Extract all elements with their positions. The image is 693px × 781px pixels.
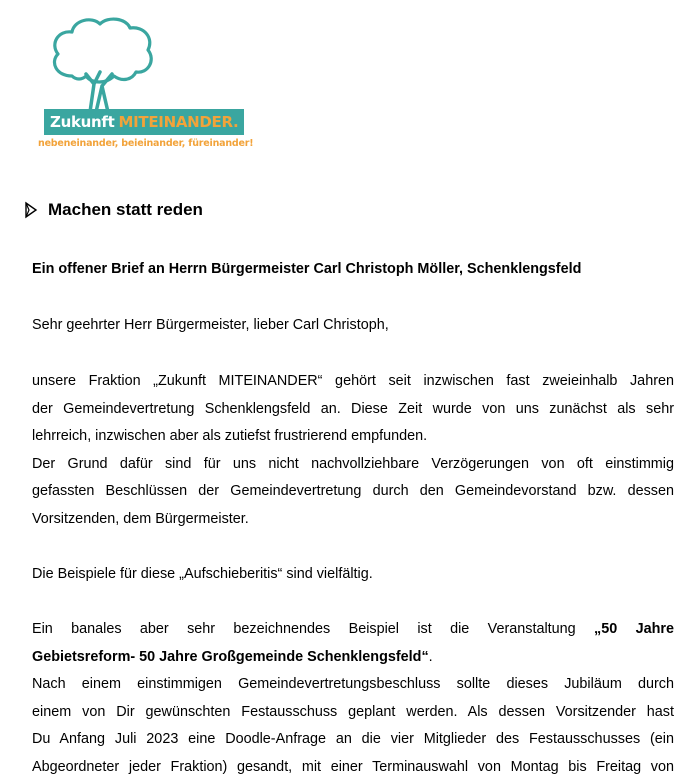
paragraph-line: Der Grund dafür sind für uns nicht nachvollziehbare Verzögerungen von oft einstimmig [32, 451, 674, 479]
logo [38, 14, 238, 154]
paragraph-3 [32, 616, 674, 781]
paragraph-1 [32, 368, 674, 533]
section-heading [24, 200, 203, 220]
paragraph-line: gefassten Beschlüssen der Gemeindevertretung durch den Gemeindevorstand bzw. dessen [32, 478, 674, 506]
paragraph-line: unsere Fraktion „Zukunft MITEINANDER“ gehört seit inzwischen fast zweieinhalb Jahren [32, 368, 674, 396]
logo-wordmark [44, 109, 244, 135]
logo-word-miteinander: MITEINANDER. [119, 113, 239, 131]
paragraph-text: . [429, 649, 433, 665]
paragraph-2: Die Beispiele für diese „Aufschieberitis“ sind vielfältig. [32, 561, 674, 589]
paragraph-line: Nach einem einstimmigen Gemeindevertretungsbeschluss sollte dieses Jubiläum durch [32, 671, 674, 699]
event-title-part1: „50 Jahre [594, 621, 674, 637]
paragraph-line [32, 644, 674, 672]
tree-logo-icon [42, 14, 162, 114]
salutation: Sehr geehrter Herr Bürgermeister, lieber Carl Christoph, [32, 312, 674, 340]
paragraph-text: Ein banales aber sehr bezeichnendes Beispiel ist die Veranstaltung [32, 621, 594, 637]
paragraph-line [32, 616, 674, 644]
paragraph-line: einem von Dir gewünschten Festausschuss geplant werden. Als dessen Vorsitzender hast [32, 699, 674, 727]
event-title-part2: Gebietsreform- 50 Jahre Großgemeinde Schenklengsfeld“ [32, 649, 429, 665]
arrow-bullet-icon [24, 201, 38, 219]
paragraph-line: der Gemeindevertretung Schenklengsfeld an. Diese Zeit wurde von uns zunächst als sehr [32, 396, 674, 424]
paragraph-line: Du Anfang Juli 2023 eine Doodle-Anfrage an die vier Mitglieder des Festausschusses (ein [32, 726, 674, 754]
letter-subject: Ein offener Brief an Herrn Bürgermeister Carl Christoph Möller, Schenklengsfeld [32, 261, 581, 277]
logo-tagline: nebeneinander, beieinander, füreinander! [38, 138, 253, 149]
logo-word-zukunft: Zukunft [50, 113, 115, 131]
paragraph-line: lehrreich, inzwischen aber als zutiefst frustrierend empfunden. [32, 423, 674, 451]
heading-text: Machen statt reden [48, 200, 203, 220]
paragraph-line: Vorsitzenden, dem Bürgermeister. [32, 506, 674, 534]
paragraph-line: Abgeordneter jeder Fraktion) gesandt, mit einer Terminauswahl von Montag bis Freitag von [32, 754, 674, 781]
